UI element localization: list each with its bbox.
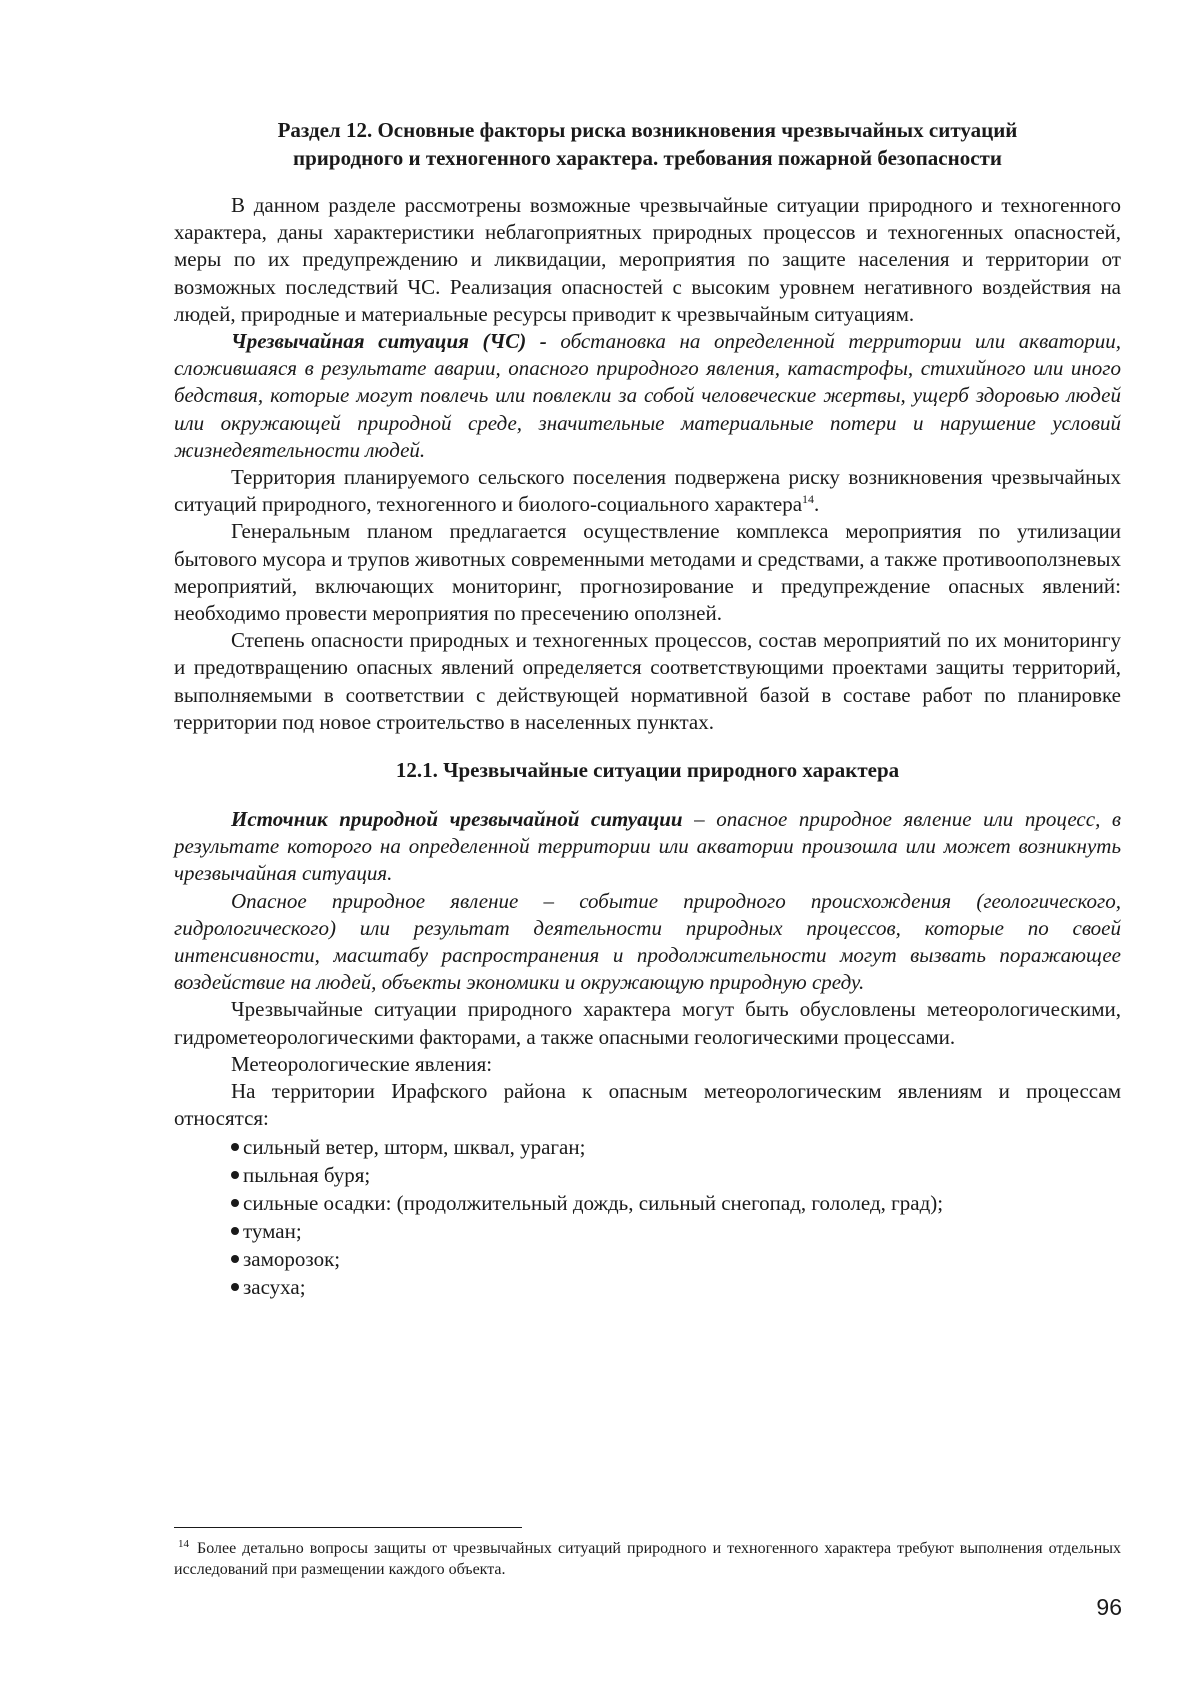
list-item <box>174 1189 1121 1217</box>
list-item <box>174 1217 1121 1245</box>
footnote <box>174 1538 1121 1580</box>
causes-paragraph: Чрезвычайные ситуации природного характера могут быть обусловлены метеорологическими, гидрометеорологическими факторами, а также опасными геологическими процессами. <box>174 997 1121 1049</box>
source-definition-paragraph <box>174 806 1121 888</box>
list-item <box>174 1161 1121 1189</box>
definition-term: Чрезвычайная ситуация (ЧС) - <box>231 329 547 354</box>
list-item-text: сильный ветер, шторм, шквал, ураган; <box>243 1134 586 1159</box>
bullet-icon <box>231 1227 239 1235</box>
bullet-icon <box>231 1143 239 1151</box>
subsection-title: 12.1. Чрезвычайные ситуации природного характера <box>395 758 900 783</box>
section-title-line1: Раздел 12. Основные факторы риска возникновения чрезвычайных ситуаций <box>277 118 1018 142</box>
list-item-text: туман; <box>243 1218 302 1243</box>
list-item-text: сильные осадки: (продолжительный дождь, сильный снегопад, гололед, град); <box>243 1190 944 1215</box>
hazard-degree-paragraph: Степень опасности природных и техногенных процессов, состав мероприятий по их мониторингу и предотвращению опасных явлений определяется соответствующими проектами защиты территорий, выполняемыми в соответствии с действующей нормативной базой в составе работ по планировке территории под новое строительство в населенных пунктах. <box>174 628 1121 734</box>
source-text: – опасное природное явление или процесс, в результате которого на определенной территории или акватории произошла или может возникнуть чрезвычайная ситуация. <box>174 807 1121 886</box>
footnote-text: Более детально вопросы защиты от чрезвычайных ситуаций природного и техногенного характера требуют выполнения отдельных исследований при размещении каждого объекта. <box>174 1540 1121 1578</box>
bullet-icon <box>231 1255 239 1263</box>
footnote-number: 14 <box>178 1537 189 1550</box>
intro-paragraph: В данном разделе рассмотрены возможные чрезвычайные ситуации природного и техногенного характера, даны характеристики неблагоприятных природных процессов и техногенных опасностей, меры по их предупреждению и ликвидации, мероприятия по защите населения и территории от возможных последствий ЧС. Реализация опасностей с высоким уровнем негативного воздействия на людей, природные и материальные ресурсы приводит к чрезвычайным ситуациям. <box>174 193 1121 326</box>
master-plan-paragraph: Генеральным планом предлагается осуществление комплекса мероприятия по утилизации бытового мусора и трупов животных современными методами и средствами, а также противооползневых мероприятий, включающих мониторинг, прогнозирование и предупреждение опасных явлений: необходимо провести мероприятия по пресечению оползней. <box>174 519 1121 626</box>
section-title <box>174 116 1121 172</box>
risk-text-end: . <box>814 492 820 517</box>
footnote-reference[interactable]: 14 <box>802 492 815 507</box>
source-term: Источник природной чрезвычайной ситуации <box>231 807 683 832</box>
risk-paragraph <box>174 464 1121 518</box>
footnote-separator <box>174 1527 522 1528</box>
list-item-text: пыльная буря; <box>243 1162 371 1187</box>
list-item <box>174 1245 1121 1273</box>
bullet-icon <box>231 1199 239 1207</box>
meteo-list <box>174 1133 1121 1301</box>
section-title-line2: природного и техногенного характера. требования пожарной безопасности <box>293 146 1002 170</box>
bullet-icon <box>231 1283 239 1291</box>
list-item <box>174 1273 1121 1301</box>
definition-paragraph <box>174 328 1121 464</box>
hazard-definition-paragraph: Опасное природное явление – событие природного происхождения (геологического, гидрологического) или результат деятельности природных процессов, которые по своей интенсивности, масштабу распространения и продолжительности могут вызвать поражающее воздействие на людей, объекты экономики и окружающую природную среду. <box>174 888 1121 995</box>
page-number: 96 <box>1096 1594 1122 1620</box>
risk-text: Территория планируемого сельского поселения подвержена риску возникновения чрезвычайных ситуаций природного, техногенного и биолого-социального характера <box>174 465 1121 517</box>
meteo-intro-paragraph: На территории Ирафского района к опасным метеорологическим явлениям и процессам относятся: <box>174 1079 1121 1131</box>
page-content <box>174 116 1121 1301</box>
meteo-heading: Метеорологические явления: <box>231 1051 493 1076</box>
list-item <box>174 1133 1121 1161</box>
list-item-text: засуха; <box>243 1274 306 1299</box>
bullet-icon <box>231 1171 239 1179</box>
definition-text: обстановка на определенной территории или акватории, сложившаяся в результате аварии, опасного природного явления, катастрофы, стихийного или иного бедствия, которые могут повлечь или повлекли за собой человеческие жертвы, ущерб здоровью людей или окружающей природной среде, значительные материальные потери и нарушение условий жизнедеятельности людей. <box>174 329 1121 462</box>
list-item-text: заморозок; <box>243 1246 341 1271</box>
